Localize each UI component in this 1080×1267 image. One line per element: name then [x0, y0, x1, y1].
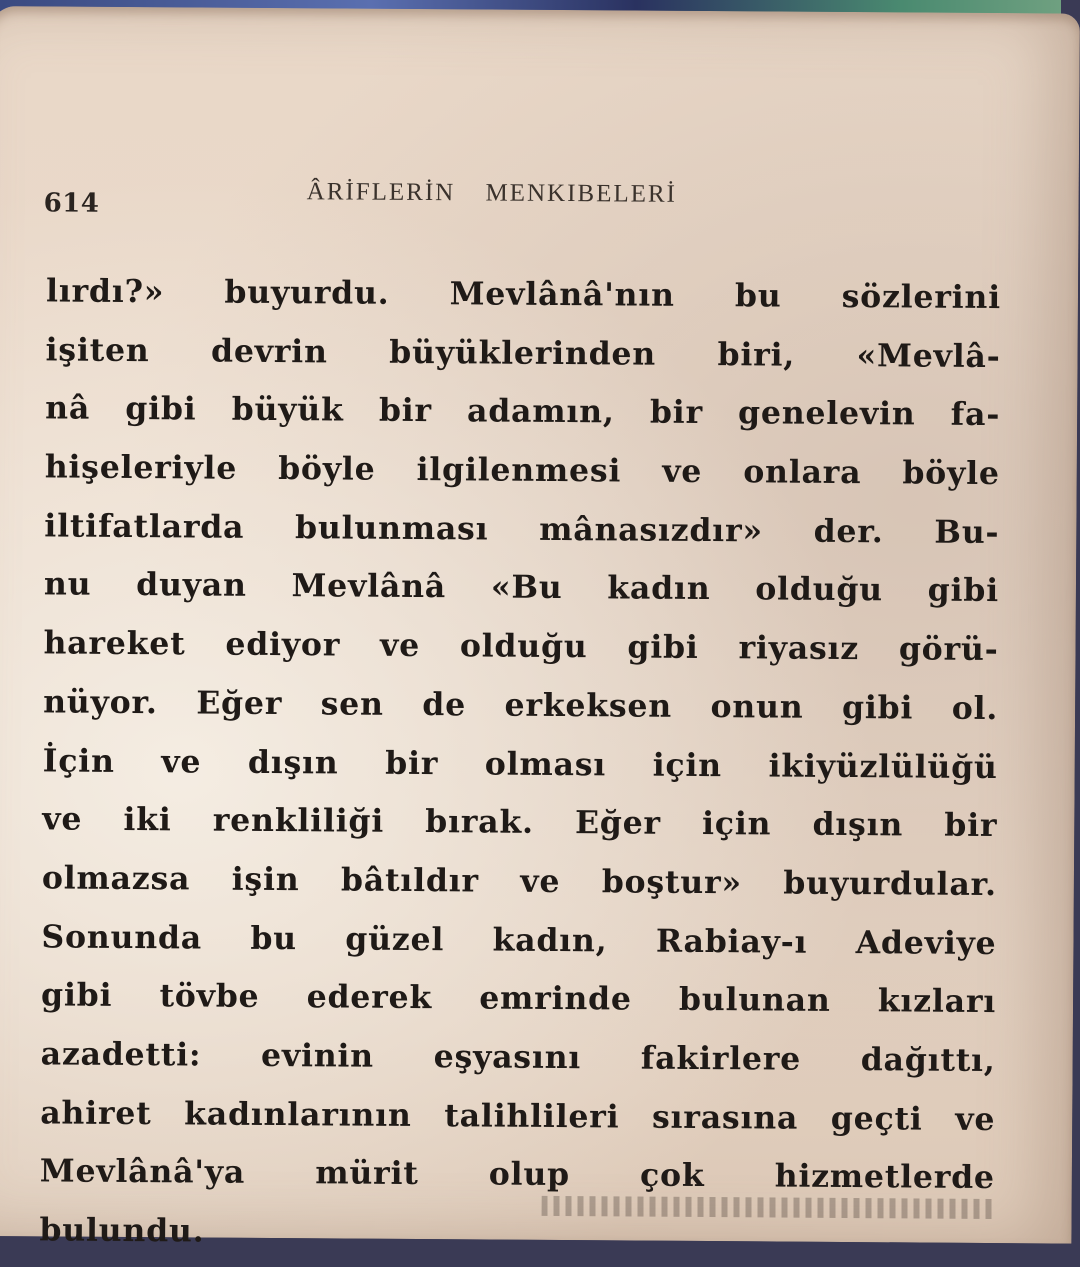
text-line: nüyor. Eğer sen de erkeksen onun gibi ol.: [43, 683, 999, 727]
page-number: 614: [43, 188, 100, 219]
text-line: İçin ve dışın bir olması için ikiyüzlülüğü: [42, 741, 998, 786]
text-line: hareket ediyor ve olduğu gibi riyasız görü-: [43, 624, 999, 669]
text-line: Mevlânâ'ya mürit olup çok hizmetlerde: [39, 1152, 995, 1197]
text-line: nâ gibi büyük bir adamın, bir genelevin fa-: [45, 389, 1001, 434]
text-line: olmazsa işin bâtıldır ve boştur» buyurdular.: [41, 859, 998, 903]
text-line: bulundu.: [39, 1211, 205, 1250]
body-text: [39, 262, 1001, 1266]
text-line: Sonunda bu güzel kadın, Rabiay-ı Adeviye: [41, 917, 997, 962]
text-line: iltifatlarda bulunması mânasızdır» der. Bu-: [44, 507, 1000, 551]
book-page: [0, 6, 1080, 1250]
running-head: ÂRİFLERİN MENKIBELERİ: [306, 178, 678, 208]
text-line: nu duyan Mevlânâ «Bu kadın olduğu gibi: [43, 565, 1000, 610]
cut-off-next-line: [542, 1196, 992, 1219]
text-line: lırdı?» buyurdu. Mevlânâ'nın bu sözlerini: [45, 272, 1002, 317]
text-line: hişeleriyle böyle ilgilenmesi ve onlara böyle: [44, 448, 1000, 493]
text-line: ve iki renkliliği bırak. Eğer için dışın bir: [42, 800, 998, 845]
text-line: işiten devrin büyüklerinden biri, «Mevlâ-: [45, 331, 1001, 375]
text-line: azadetti: evinin eşyasını fakirlere dağıttı,: [40, 1035, 996, 1079]
text-line: ahiret kadınlarının talihlileri sırasına geçti ve: [40, 1094, 996, 1138]
text-line: gibi tövbe ederek emrinde bulunan kızları: [40, 976, 997, 1021]
